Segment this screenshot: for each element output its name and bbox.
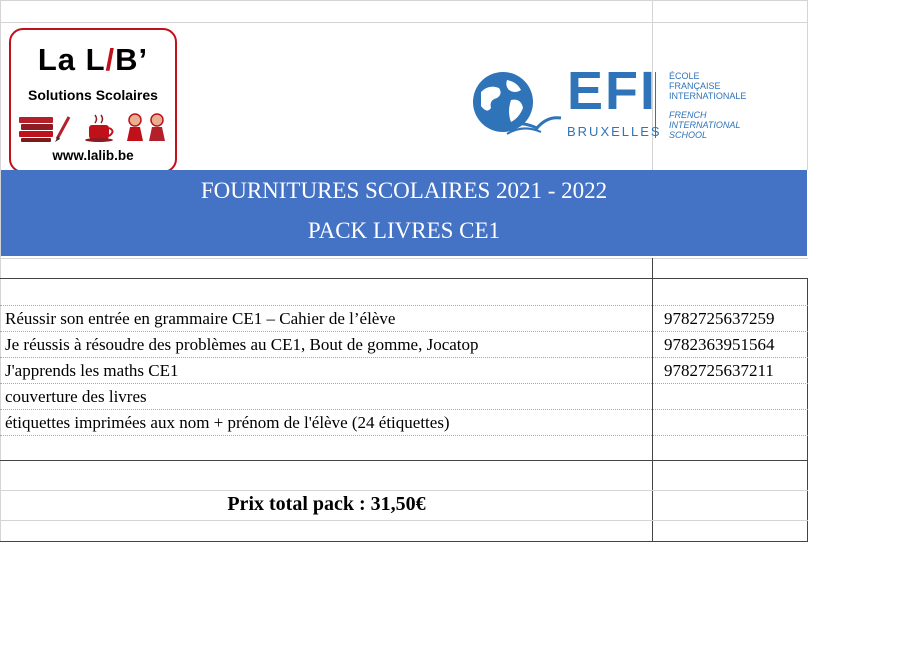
item-label: couverture des livres	[5, 387, 147, 406]
efi-french-name	[669, 71, 746, 101]
title-banner	[1, 170, 807, 256]
banner-title: FOURNITURES SCOLAIRES 2021 - 2022	[200, 178, 608, 203]
pencil-icon	[55, 117, 69, 142]
item-isbn: 9782725637211	[664, 361, 774, 380]
banner-subtitle: PACK LIVRES CE1	[307, 218, 501, 243]
lalib-brand-slash: /	[105, 42, 116, 77]
gridline	[0, 0, 808, 1]
table-border	[0, 460, 808, 461]
item-label: Je réussis à résoudre des problèmes au CE1, Bout de gomme, Jocatop	[5, 335, 479, 354]
lalib-tagline: Solutions Scolaires	[28, 87, 158, 103]
table-border	[0, 278, 808, 279]
efi-fr-line: INTERNATIONALE	[669, 91, 747, 101]
lalib-brand-right: B’	[115, 42, 149, 77]
globe-book-icon	[467, 70, 563, 138]
row-divider	[0, 331, 808, 332]
item-isbn: 9782725637259	[664, 309, 775, 328]
lalib-url: www.lalib.be	[52, 148, 134, 163]
row-divider	[0, 357, 808, 358]
lalib-brand-left: La L	[37, 42, 106, 77]
gridline	[0, 520, 808, 521]
books-icon	[19, 117, 53, 142]
gridline	[0, 490, 808, 491]
table-border	[0, 541, 808, 542]
efi-logo	[467, 61, 757, 140]
gridline	[0, 258, 808, 259]
efi-en-line: FRENCH	[669, 110, 707, 120]
row-divider	[0, 435, 808, 436]
item-isbn: 9782363951564	[664, 335, 775, 354]
efi-separator	[655, 72, 656, 138]
gridline	[0, 22, 808, 23]
lalib-icons	[17, 111, 169, 143]
item-label: Réussir son entrée en grammaire CE1 – Cahier de l’élève	[5, 309, 396, 328]
efi-city: BRUXELLES	[567, 124, 662, 139]
efi-wordmark: EFI	[567, 61, 658, 121]
coffee-cup-icon	[85, 115, 113, 142]
row-divider	[0, 305, 808, 306]
gridline	[807, 0, 808, 170]
lalib-brand	[11, 42, 175, 78]
efi-english-name	[669, 110, 740, 140]
item-label: J'apprends les maths CE1	[5, 361, 179, 380]
efi-en-line: INTERNATIONAL	[669, 120, 741, 130]
total-price: Prix total pack : 31,50€	[227, 493, 426, 515]
efi-en-line: SCHOOL	[669, 130, 708, 140]
table-border	[807, 278, 808, 542]
row-divider	[0, 383, 808, 384]
item-label: étiquettes imprimées aux nom + prénom de l'élève (24 étiquettes)	[5, 413, 450, 432]
children-icon	[127, 114, 165, 141]
efi-fr-line: ÉCOLE	[669, 71, 700, 81]
efi-fr-line: FRANÇAISE	[669, 81, 721, 91]
row-divider	[0, 409, 808, 410]
lalib-logo	[9, 28, 177, 173]
